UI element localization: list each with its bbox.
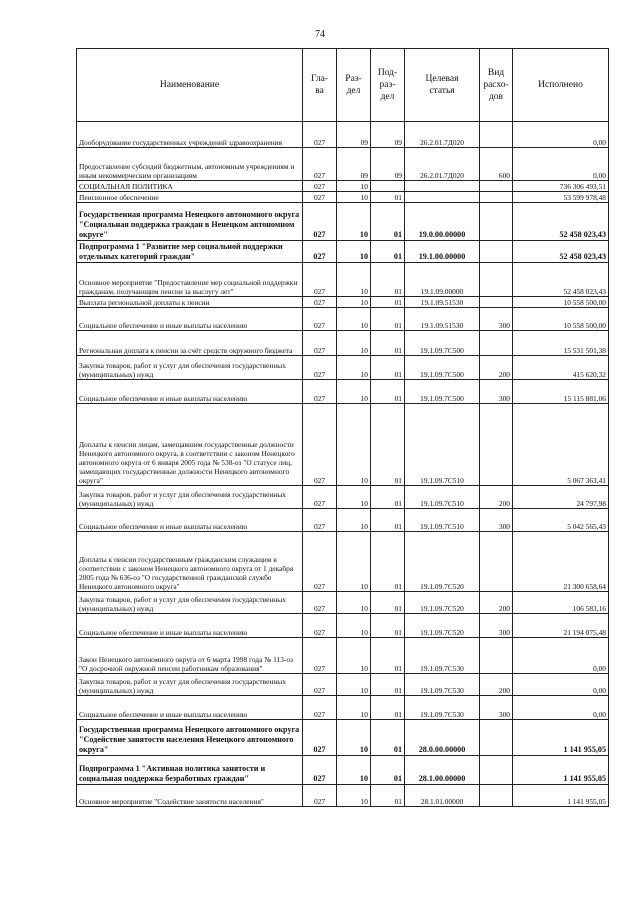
row-chapter: 027 [303, 592, 337, 614]
row-amount: 1 141 955,05 [513, 785, 609, 807]
row-chapter: 027 [303, 756, 337, 785]
row-subsection: 01 [371, 532, 405, 592]
row-target: 19.1.09.7С530 [405, 638, 480, 674]
row-section: 10 [337, 756, 371, 785]
row-target: 19.1.09.00000 [405, 263, 480, 297]
table-row [77, 756, 609, 785]
row-chapter: 027 [303, 380, 337, 404]
table-row [77, 486, 609, 509]
row-section: 10 [337, 203, 371, 241]
row-amount: 0,00 [513, 696, 609, 720]
row-section: 10 [337, 614, 371, 638]
row-expense-type [480, 192, 513, 203]
row-name: Закупка товаров, работ и услуг для обеспечения государственных (муниципальных) нужд [77, 486, 303, 509]
row-amount: 21 194 075,48 [513, 614, 609, 638]
page-number: 74 [315, 29, 325, 40]
table-row [77, 380, 609, 404]
row-name: Подпрограмма 1 "Развитие мер социальной поддержки отдельных категорий граждан" [77, 241, 303, 263]
row-amount: 24 797,98 [513, 486, 609, 509]
row-amount: 415 620,32 [513, 356, 609, 380]
row-amount: 52 458 023,43 [513, 241, 609, 263]
row-subsection: 01 [371, 592, 405, 614]
row-target [405, 181, 480, 192]
row-subsection: 09 [371, 148, 405, 181]
header-executed: Исполнено [513, 49, 609, 122]
row-section: 09 [337, 122, 371, 148]
row-chapter: 027 [303, 122, 337, 148]
row-section: 10 [337, 674, 371, 696]
header-expense-type: Вид расхо- дов [480, 49, 513, 122]
table-row [77, 532, 609, 592]
table-row [77, 785, 609, 807]
row-subsection: 01 [371, 380, 405, 404]
row-subsection: 01 [371, 756, 405, 785]
row-subsection: 01 [371, 696, 405, 720]
row-name: Основное мероприятие "Содействие занятости населения" [77, 785, 303, 807]
row-expense-type: 600 [480, 148, 513, 181]
row-amount: 15 115 881,06 [513, 380, 609, 404]
row-name: Доплаты к пенсии лицам, замещавшим государственные должности Ненецкого автономного округа, в соответствии с законом Ненецкого автономного округа от 6 января 2005 года № 538-оз "О статусе лиц, замещающих государственные должности Ненецкого автономного округа" [77, 404, 303, 486]
row-name: Социальное обеспечение и иные выплаты населению [77, 380, 303, 404]
row-section: 10 [337, 696, 371, 720]
row-section: 10 [337, 263, 371, 297]
row-expense-type: 200 [480, 356, 513, 380]
row-expense-type [480, 638, 513, 674]
row-target: 19.1.09.7С500 [405, 380, 480, 404]
row-subsection: 01 [371, 308, 405, 331]
row-name: Закупка товаров, работ и услуг для обеспечения государственных (муниципальных) нужд [77, 674, 303, 696]
row-name: Социальное обеспечение и иные выплаты населению [77, 614, 303, 638]
row-target: 28.1.00.00000 [405, 756, 480, 785]
table-row [77, 241, 609, 263]
row-expense-type [480, 720, 513, 756]
row-target: 28.0.00.00000 [405, 720, 480, 756]
row-subsection: 01 [371, 263, 405, 297]
row-section: 10 [337, 785, 371, 807]
row-chapter: 027 [303, 203, 337, 241]
table-row [77, 308, 609, 331]
table-row [77, 192, 609, 203]
table-row [77, 203, 609, 241]
row-name: Выплата региональной доплаты к пенсии [77, 297, 303, 308]
table-row [77, 148, 609, 181]
row-subsection: 09 [371, 122, 405, 148]
row-amount: 10 558 500,00 [513, 308, 609, 331]
row-chapter: 027 [303, 674, 337, 696]
row-subsection: 01 [371, 331, 405, 356]
row-expense-type [480, 785, 513, 807]
row-expense-type: 300 [480, 509, 513, 532]
row-chapter: 027 [303, 181, 337, 192]
row-name: Региональная доплата к пенсии за счёт средств окружного бюджета [77, 331, 303, 356]
row-name: Закупка товаров, работ и услуг для обеспечения государственных (муниципальных) нужд [77, 592, 303, 614]
row-target: 19.1.09.7С520 [405, 532, 480, 592]
row-amount: 21 300 658,64 [513, 532, 609, 592]
row-target: 19.1.09.7С520 [405, 614, 480, 638]
row-subsection: 01 [371, 203, 405, 241]
budget-table [76, 48, 609, 807]
row-target: 28.1.01.00000 [405, 785, 480, 807]
row-amount: 106 583,16 [513, 592, 609, 614]
row-subsection: 01 [371, 674, 405, 696]
row-expense-type: 300 [480, 614, 513, 638]
row-target: 19.1.09.7С510 [405, 509, 480, 532]
row-amount: 0,00 [513, 148, 609, 181]
row-amount: 52 458 023,43 [513, 263, 609, 297]
row-section: 10 [337, 331, 371, 356]
row-amount: 0,00 [513, 122, 609, 148]
row-expense-type [480, 331, 513, 356]
row-name: Пенсионное обеспечение [77, 192, 303, 203]
table-row [77, 356, 609, 380]
header-subsection: Под- раз- дел [371, 49, 405, 122]
table-row [77, 674, 609, 696]
table-row [77, 509, 609, 532]
row-target: 19.1.09.7С530 [405, 696, 480, 720]
row-expense-type: 200 [480, 592, 513, 614]
row-subsection: 01 [371, 785, 405, 807]
table-row [77, 404, 609, 486]
row-name: Закупка товаров, работ и услуг для обеспечения государственных (муниципальных) нужд [77, 356, 303, 380]
row-chapter: 027 [303, 785, 337, 807]
table-body [77, 122, 609, 807]
table-row [77, 592, 609, 614]
row-expense-type: 200 [480, 486, 513, 509]
row-subsection: 01 [371, 297, 405, 308]
row-section: 10 [337, 356, 371, 380]
row-amount: 1 141 955,05 [513, 756, 609, 785]
row-target: 19.0.00.00000 [405, 203, 480, 241]
row-target: 19.1.09.7С510 [405, 404, 480, 486]
row-expense-type [480, 181, 513, 192]
row-section: 10 [337, 404, 371, 486]
table-row [77, 263, 609, 297]
row-section: 10 [337, 380, 371, 404]
table-row [77, 297, 609, 308]
row-name: Социальное обеспечение и иные выплаты населению [77, 696, 303, 720]
row-name: Доплаты к пенсии государственным гражданским служащим в соответствии с законом Ненецкого автономного округа от 1 декабря 2005 года № 636-оз "О государственной гражданской службе Ненецкого автономного округа" [77, 532, 303, 592]
row-subsection: 01 [371, 486, 405, 509]
row-expense-type [480, 122, 513, 148]
row-section: 09 [337, 148, 371, 181]
row-chapter: 027 [303, 509, 337, 532]
row-name: Государственная программа Ненецкого автономного округа "Содействие занятости населения Ненецкого автономного округа" [77, 720, 303, 756]
row-amount: 1 141 955,05 [513, 720, 609, 756]
table-row [77, 181, 609, 192]
row-expense-type [480, 297, 513, 308]
header-target: Целевая статья [405, 49, 480, 122]
row-amount: 10 558 500,00 [513, 297, 609, 308]
table-row [77, 720, 609, 756]
table-header-row [77, 49, 609, 122]
row-name: Дооборудование государственных учреждений здравоохранения [77, 122, 303, 148]
row-subsection: 01 [371, 356, 405, 380]
row-subsection: 01 [371, 638, 405, 674]
row-section: 10 [337, 592, 371, 614]
row-amount: 5 042 565,43 [513, 509, 609, 532]
row-chapter: 027 [303, 404, 337, 486]
row-target: 19.1.09.7С500 [405, 356, 480, 380]
row-name: Социальное обеспечение и иные выплаты населению [77, 308, 303, 331]
row-section: 10 [337, 308, 371, 331]
row-chapter: 027 [303, 192, 337, 203]
row-name: Социальное обеспечение и иные выплаты населению [77, 509, 303, 532]
row-chapter: 027 [303, 486, 337, 509]
table-row [77, 614, 609, 638]
row-target [405, 192, 480, 203]
row-name: Основное мероприятие "Предоставление мер социальной поддержки гражданам, получающим пенсии за выслугу лет" [77, 263, 303, 297]
row-chapter: 027 [303, 720, 337, 756]
row-subsection [371, 181, 405, 192]
row-target: 19.1.09.7С530 [405, 674, 480, 696]
row-subsection: 01 [371, 720, 405, 756]
row-target: 19.1.09.51530 [405, 308, 480, 331]
table-row [77, 696, 609, 720]
row-amount: 52 458 023,43 [513, 203, 609, 241]
row-expense-type: 300 [480, 380, 513, 404]
row-amount: 5 067 363,41 [513, 404, 609, 486]
row-target: 19.1.00.00000 [405, 241, 480, 263]
row-name: Государственная программа Ненецкого автономного округа "Социальная поддержка граждан в Ненецком автономном округе" [77, 203, 303, 241]
row-section: 10 [337, 192, 371, 203]
row-name: Закон Ненецкого автономного округа от 6 марта 1998 года № 113-оз "О досрочной окружной пенсии работникам образования" [77, 638, 303, 674]
row-expense-type [480, 404, 513, 486]
header-chapter: Гла- ва [303, 49, 337, 122]
row-chapter: 027 [303, 331, 337, 356]
row-name: Подпрограмма 1 "Активная политика занятости и социальная поддержка безработных граждан" [77, 756, 303, 785]
table-row [77, 122, 609, 148]
row-expense-type [480, 241, 513, 263]
row-chapter: 027 [303, 696, 337, 720]
row-section: 10 [337, 297, 371, 308]
row-amount: 0,00 [513, 674, 609, 696]
row-expense-type [480, 532, 513, 592]
row-expense-type: 300 [480, 308, 513, 331]
row-section: 10 [337, 486, 371, 509]
header-name: Наименование [77, 49, 303, 122]
row-chapter: 027 [303, 241, 337, 263]
row-amount: 53 599 978,48 [513, 192, 609, 203]
row-amount: 0,00 [513, 638, 609, 674]
row-expense-type: 200 [480, 674, 513, 696]
row-target: 19.1.09.7С500 [405, 331, 480, 356]
header-section: Раз- дел [337, 49, 371, 122]
row-chapter: 027 [303, 263, 337, 297]
row-section: 10 [337, 720, 371, 756]
row-subsection: 01 [371, 614, 405, 638]
row-chapter: 027 [303, 532, 337, 592]
row-target: 26.2.01.7Д020 [405, 148, 480, 181]
row-target: 19.1.09.7С520 [405, 592, 480, 614]
row-subsection: 01 [371, 404, 405, 486]
row-chapter: 027 [303, 148, 337, 181]
table-row [77, 638, 609, 674]
row-target: 19.1.09.51530 [405, 297, 480, 308]
row-section: 10 [337, 532, 371, 592]
row-target: 26.2.01.7Д020 [405, 122, 480, 148]
row-name: Предоставление субсидий бюджетным, автономным учреждениям и иным некоммерческим организациям [77, 148, 303, 181]
row-section: 10 [337, 181, 371, 192]
row-chapter: 027 [303, 297, 337, 308]
table-row [77, 331, 609, 356]
row-amount: 736 306 493,51 [513, 181, 609, 192]
row-amount: 15 531 501,38 [513, 331, 609, 356]
row-chapter: 027 [303, 638, 337, 674]
row-expense-type [480, 203, 513, 241]
row-subsection: 01 [371, 192, 405, 203]
row-section: 10 [337, 638, 371, 674]
row-subsection: 01 [371, 509, 405, 532]
row-name: СОЦИАЛЬНАЯ ПОЛИТИКА [77, 181, 303, 192]
row-expense-type [480, 756, 513, 785]
row-expense-type [480, 263, 513, 297]
row-section: 10 [337, 241, 371, 263]
row-expense-type: 300 [480, 696, 513, 720]
row-chapter: 027 [303, 356, 337, 380]
row-subsection: 01 [371, 241, 405, 263]
row-target: 19.1.09.7С510 [405, 486, 480, 509]
row-section: 10 [337, 509, 371, 532]
row-chapter: 027 [303, 308, 337, 331]
row-chapter: 027 [303, 614, 337, 638]
